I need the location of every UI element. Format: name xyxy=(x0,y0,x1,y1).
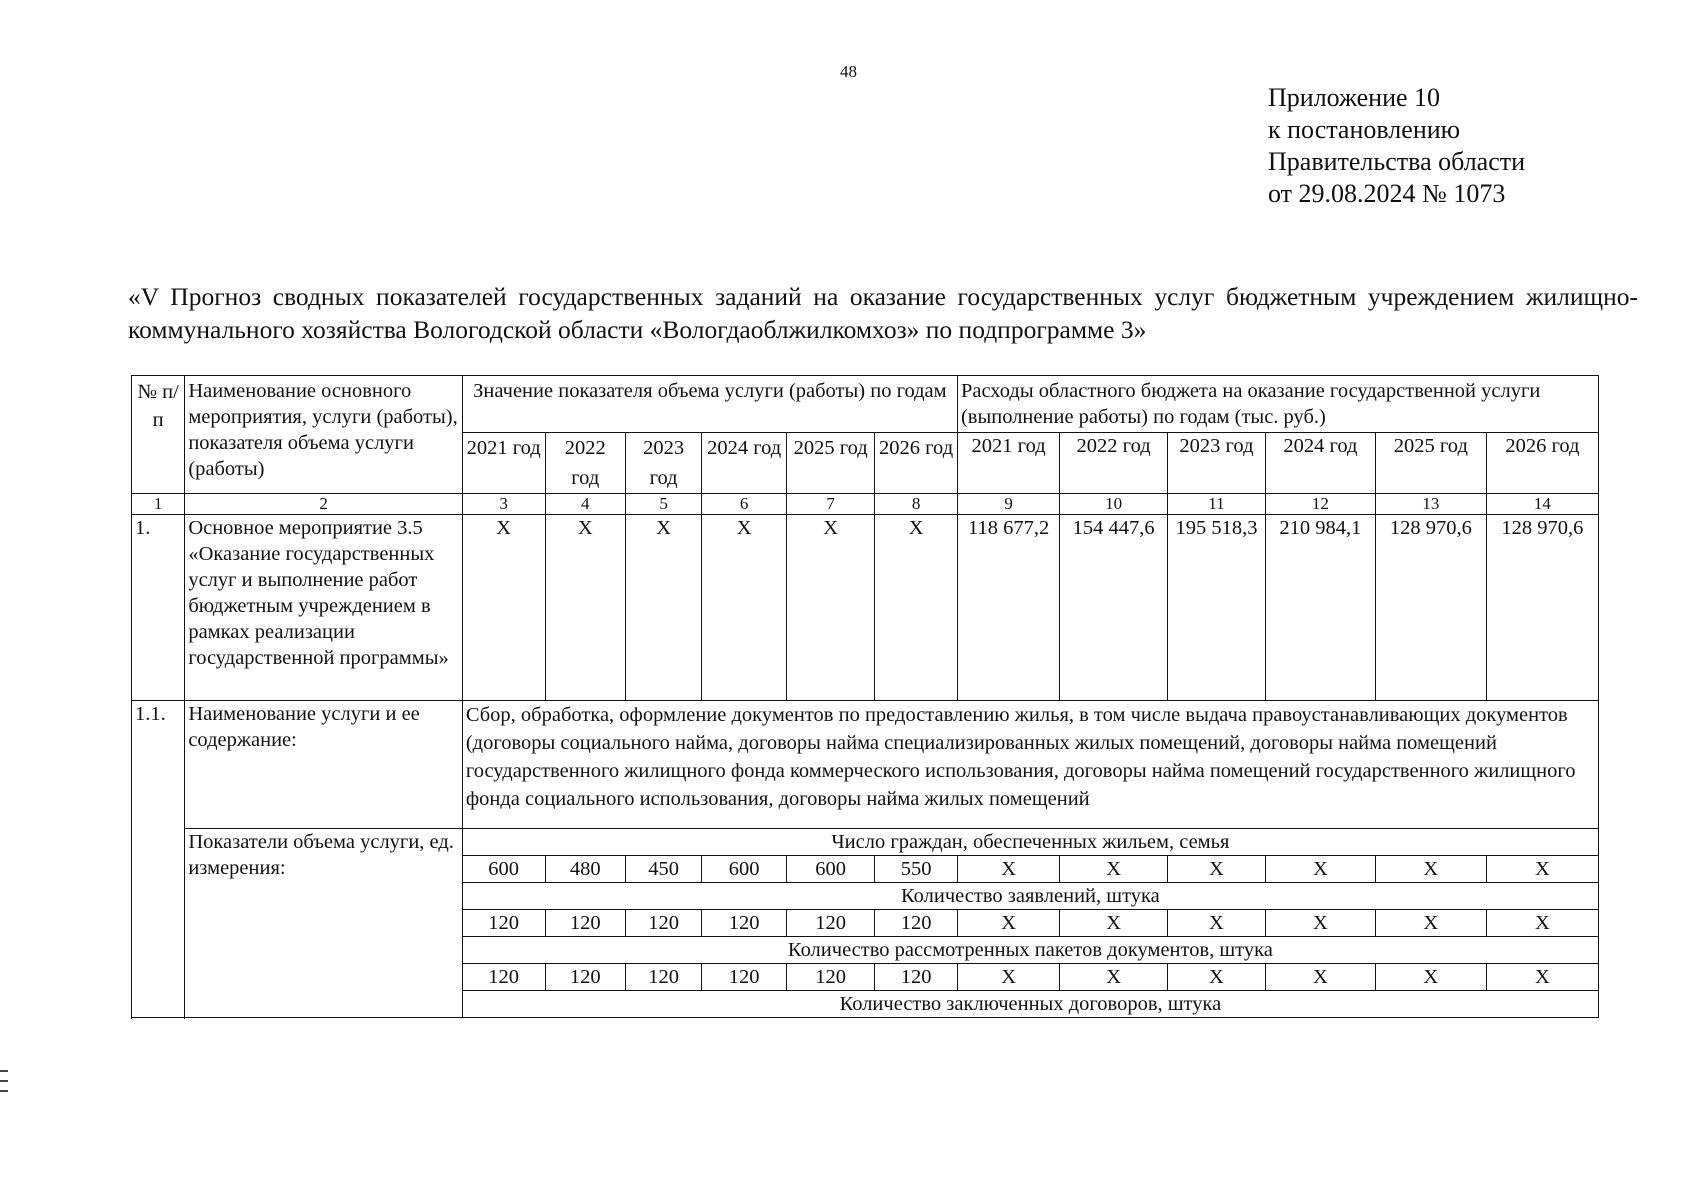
column-number: 3 xyxy=(462,494,545,515)
column-number: 5 xyxy=(626,494,702,515)
page-number: 48 xyxy=(840,62,857,81)
indicator-value: 600 xyxy=(702,856,787,883)
row-name: Основное мероприятие 3.5 «Оказание государственных услуг и выполнение работ бюджетным учреждением в рамках реализации государственной программы» xyxy=(185,515,463,701)
service-description: Сбор, обработка, оформление документов по предоставлению жилья, в том числе выдача правоустанавливающих документов (договоры социального найма, договоры найма специализированных жилых помещений, договоры найма помещений государственного жилищного фонда коммерческого использования, договоры найма помещений государственного жилищного фонда социального использования, договоры найма жилых помещений xyxy=(462,701,1598,829)
appendix-line: от 29.08.2024 № 1073 xyxy=(1268,179,1506,208)
indicator-value: 120 xyxy=(875,964,958,991)
indicator-value: Х xyxy=(1060,856,1168,883)
row-num: 1. xyxy=(132,515,185,701)
expense-value: 195 518,3 xyxy=(1167,515,1265,701)
indicator-value: Х xyxy=(1060,910,1168,937)
indicator-name: Количество заключенных договоров, штука xyxy=(462,991,1598,1018)
indicator-value: 600 xyxy=(462,856,545,883)
expense-value: 128 970,6 xyxy=(1486,515,1598,701)
expense-year-header: 2026 год xyxy=(1486,433,1598,494)
indicator-value: 120 xyxy=(462,910,545,937)
expense-year-header: 2025 год xyxy=(1375,433,1486,494)
indicator-value: Х xyxy=(1167,856,1265,883)
expense-value: 210 984,1 xyxy=(1265,515,1375,701)
forecast-table xyxy=(131,375,1599,1018)
expense-year-header: 2024 год xyxy=(1265,433,1375,494)
indicator-value: 120 xyxy=(787,964,875,991)
column-number: 9 xyxy=(957,494,1059,515)
volume-year-header: 2021 год xyxy=(462,433,545,494)
volume-year-header: 2022 год xyxy=(545,433,626,494)
volume-value: Х xyxy=(702,515,787,701)
column-number: 12 xyxy=(1265,494,1375,515)
appendix-line: Приложение 10 xyxy=(1268,83,1441,112)
edge-marks xyxy=(0,1070,8,1100)
volume-value: Х xyxy=(787,515,875,701)
indicator-value: 120 xyxy=(626,910,702,937)
volume-value: Х xyxy=(545,515,626,701)
volume-value: Х xyxy=(875,515,958,701)
indicator-value: Х xyxy=(957,910,1059,937)
table-row xyxy=(132,515,1599,701)
expense-year-header: 2022 год xyxy=(1060,433,1168,494)
indicator-value: Х xyxy=(1265,964,1375,991)
indicator-value: Х xyxy=(1486,856,1598,883)
header-volume-group: Значение показателя объема услуги (работы) по годам xyxy=(462,376,957,433)
column-number: 14 xyxy=(1486,494,1598,515)
column-number: 1 xyxy=(132,494,185,515)
appendix-line: Правительства области xyxy=(1268,147,1526,176)
volume-year-header: 2026 год xyxy=(875,433,958,494)
column-number: 10 xyxy=(1060,494,1168,515)
indicator-value: 120 xyxy=(702,964,787,991)
indicator-name: Количество заявлений, штука xyxy=(462,883,1598,910)
indicator-value: Х xyxy=(1060,964,1168,991)
indicator-value: Х xyxy=(1265,910,1375,937)
column-number: 13 xyxy=(1375,494,1486,515)
indicator-value: Х xyxy=(1375,910,1486,937)
expense-value: 118 677,2 xyxy=(957,515,1059,701)
expense-value: 154 447,6 xyxy=(1060,515,1168,701)
indicator-name: Число граждан, обеспеченных жильем, семья xyxy=(462,829,1598,856)
row-name: Наименование услуги и ее содержание: xyxy=(185,701,463,829)
indicator-value: Х xyxy=(957,856,1059,883)
indicator-value: Х xyxy=(957,964,1059,991)
column-number: 2 xyxy=(185,494,463,515)
appendix-line: к постановлению xyxy=(1268,115,1461,144)
indicator-value: 120 xyxy=(462,964,545,991)
header-row xyxy=(132,376,1599,433)
indicator-value: 550 xyxy=(875,856,958,883)
indicator-value: Х xyxy=(1375,964,1486,991)
expense-year-header: 2021 год xyxy=(957,433,1059,494)
volume-year-header: 2024 год xyxy=(702,433,787,494)
expense-year-header: 2023 год xyxy=(1167,433,1265,494)
header-name: Наименование основного мероприятия, услуги (работы), показателя объема услуги (работы) xyxy=(185,376,463,494)
indicator-value: 480 xyxy=(545,856,626,883)
indicator-value: Х xyxy=(1375,856,1486,883)
column-number: 7 xyxy=(787,494,875,515)
indicators-label: Показатели объема услуги, ед. измерения: xyxy=(185,829,463,1018)
indicator-value: 120 xyxy=(702,910,787,937)
appendix-block xyxy=(1268,82,1525,210)
column-number: 6 xyxy=(702,494,787,515)
column-number: 4 xyxy=(545,494,626,515)
indicator-value: Х xyxy=(1486,964,1598,991)
indicator-value: 450 xyxy=(626,856,702,883)
indicator-value: 600 xyxy=(787,856,875,883)
column-number: 11 xyxy=(1167,494,1265,515)
indicator-value: Х xyxy=(1265,856,1375,883)
indicator-value: Х xyxy=(1486,910,1598,937)
indicator-name: Количество рассмотренных пакетов документов, штука xyxy=(462,937,1598,964)
table-row xyxy=(132,701,1599,829)
expense-value: 128 970,6 xyxy=(1375,515,1486,701)
header-expense-group: Расходы областного бюджета на оказание государственной услуги (выполнение работы) по годам (тыс. руб.) xyxy=(957,376,1598,433)
row-num: 1.1. xyxy=(132,701,185,1018)
volume-value: Х xyxy=(462,515,545,701)
volume-year-header: 2023 год xyxy=(626,433,702,494)
column-number: 8 xyxy=(875,494,958,515)
indicator-name-row xyxy=(132,829,1599,856)
header-num: № п/п xyxy=(132,376,185,494)
indicator-value: 120 xyxy=(875,910,958,937)
volume-year-header: 2025 год xyxy=(787,433,875,494)
volume-value: Х xyxy=(626,515,702,701)
indicator-value: 120 xyxy=(545,910,626,937)
indicator-value: 120 xyxy=(626,964,702,991)
column-number-row xyxy=(132,494,1599,515)
indicator-value: Х xyxy=(1167,964,1265,991)
indicator-value: 120 xyxy=(787,910,875,937)
indicator-value: Х xyxy=(1167,910,1265,937)
indicator-value: 120 xyxy=(545,964,626,991)
document-title: «V Прогноз сводных показателей государственных заданий на оказание государственных услуг бюджетным учреждением жилищно-коммунального хозяйства Вологодской области «Вологдаоблжилкомхоз» по подпрограмме 3» xyxy=(128,282,1638,344)
